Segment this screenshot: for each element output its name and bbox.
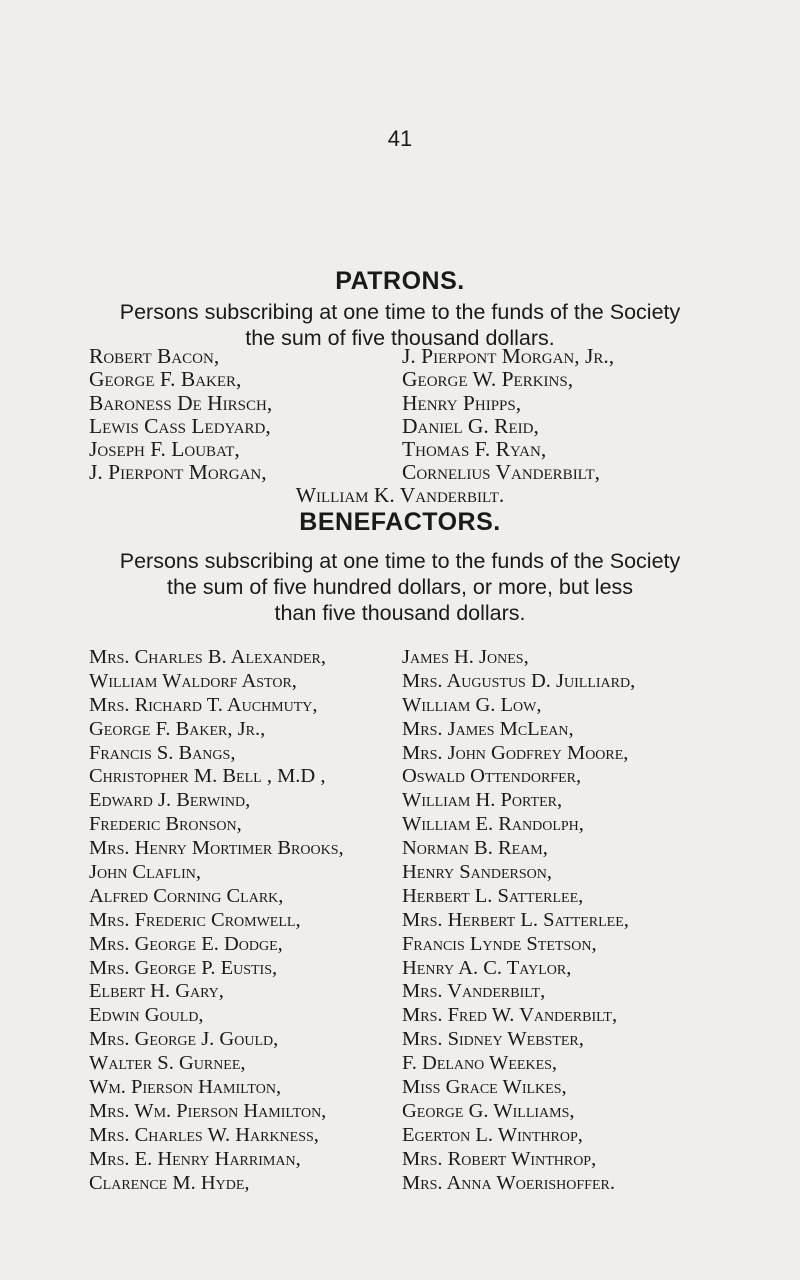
benefactor-name: Henry A. C. Taylor, (402, 956, 572, 979)
patron-name: J. Pierpont Morgan, (89, 460, 267, 485)
patron-name: Lewis Cass Ledyard, (89, 413, 271, 438)
benefactor-name: George G. Williams, (402, 1099, 575, 1122)
patrons-desc-line-2: the sum of five thousand dollars. (245, 326, 555, 350)
benefactor-name: Christopher M. Bell , M.D , (89, 765, 326, 788)
benefactor-name: John Claflin, (89, 861, 202, 884)
benefactor-name: Mrs. Anna Woerishoffer. (402, 1171, 615, 1194)
benefactor-name: Elbert H. Gary, (89, 980, 224, 1003)
patrons-right-column (402, 345, 614, 485)
benefactor-name: Mrs. George E. Dodge, (89, 932, 283, 955)
benefactor-name: Mrs. Sidney Webster, (402, 1028, 584, 1051)
benefactors-desc-line-2: the sum of five hundred dollars, or more, but less (166, 575, 634, 599)
patron-name: J. Pierpont Morgan, Jr., (402, 344, 615, 368)
page-number: 41 (387, 126, 413, 151)
benefactor-name: Mrs. Herbert L. Satterlee, (402, 908, 629, 931)
benefactors-right-column (402, 646, 635, 1195)
benefactor-name: Mrs. James McLean, (402, 717, 574, 740)
benefactor-name: Henry Sanderson, (402, 861, 553, 884)
benefactor-name: Mrs. Fred W. Vanderbilt, (402, 1004, 618, 1027)
patron-name: George F. Baker, (89, 367, 242, 392)
benefactor-name: Mrs. Henry Mortimer Brooks, (89, 837, 344, 860)
patrons-heading: PATRONS. (335, 267, 465, 295)
benefactor-name: Francis S. Bangs, (89, 741, 236, 764)
patron-name: Joseph F. Loubat, (89, 437, 240, 462)
benefactor-name: Mrs. Augustus D. Juilliard, (402, 669, 636, 692)
benefactor-name: Mrs. Vanderbilt, (402, 980, 546, 1003)
benefactor-name: Clarence M. Hyde, (89, 1171, 250, 1194)
patrons-last-name: William K. Vanderbilt. (295, 483, 505, 507)
benefactor-name: Egerton L. Winthrop, (402, 1123, 583, 1146)
benefactor-name: Alfred Corning Clark, (89, 884, 284, 907)
benefactor-name: William Waldorf Astor, (89, 669, 297, 692)
benefactors-desc-line-3: than five thousand dollars. (274, 601, 526, 625)
benefactor-name: Mrs. Frederic Cromwell, (89, 908, 301, 931)
benefactor-name: Mrs. John Godfrey Moore, (402, 741, 629, 764)
benefactor-name: Herbert L. Satterlee, (402, 884, 584, 907)
benefactor-name: Miss Grace Wilkes, (402, 1076, 567, 1099)
patron-name: Thomas F. Ryan, (402, 437, 547, 462)
benefactor-name: Mrs. E. Henry Harriman, (89, 1147, 301, 1170)
benefactors-heading: BENEFACTORS. (299, 508, 501, 536)
patrons-left-column (89, 345, 272, 485)
benefactor-name: Mrs. Charles W. Harkness, (89, 1123, 319, 1146)
benefactor-name: Mrs. Richard T. Auchmuty, (89, 693, 318, 716)
patron-name: Baroness De Hirsch, (89, 390, 273, 415)
benefactor-name: Edward J. Berwind, (89, 789, 251, 812)
benefactor-name: Walter S. Gurnee, (89, 1052, 246, 1075)
benefactor-name: Mrs. George P. Eustis, (89, 956, 278, 979)
patron-name: Cornelius Vanderbilt, (402, 460, 601, 485)
benefactor-name: Edwin Gould, (89, 1004, 204, 1027)
benefactor-name: Mrs. Robert Winthrop, (402, 1147, 597, 1170)
patron-name: Henry Phipps, (402, 390, 522, 415)
benefactor-name: Oswald Ottendorfer, (402, 765, 582, 788)
benefactor-name: Mrs. Charles B. Alexander, (89, 646, 327, 668)
benefactor-name: Norman B. Ream, (402, 837, 548, 860)
benefactor-name: Mrs. George J. Gould, (89, 1028, 279, 1051)
benefactors-left-column (89, 646, 344, 1195)
benefactor-name: Francis Lynde Stetson, (402, 932, 597, 955)
benefactors-desc-line-1: Persons subscribing at one time to the funds of the Society (119, 549, 681, 573)
patron-name: Robert Bacon, (89, 344, 220, 368)
benefactor-name: William G. Low, (402, 693, 542, 716)
patron-name: Daniel G. Reid, (402, 413, 539, 438)
patron-name: George W. Perkins, (402, 367, 574, 392)
benefactor-name: Mrs. Wm. Pierson Hamilton, (89, 1099, 327, 1122)
patrons-desc-line-1: Persons subscribing at one time to the funds of the Society (119, 300, 681, 324)
benefactor-name: William E. Randolph, (402, 813, 584, 836)
benefactors-description (60, 548, 740, 626)
benefactor-name: Wm. Pierson Hamilton, (89, 1076, 282, 1099)
benefactor-name: George F. Baker, Jr., (89, 717, 266, 740)
benefactor-name: F. Delano Weekes, (402, 1052, 558, 1075)
benefactor-name: Frederic Bronson, (89, 813, 242, 836)
benefactor-name: William H. Porter, (402, 789, 563, 812)
benefactor-name: James H. Jones, (402, 646, 529, 668)
